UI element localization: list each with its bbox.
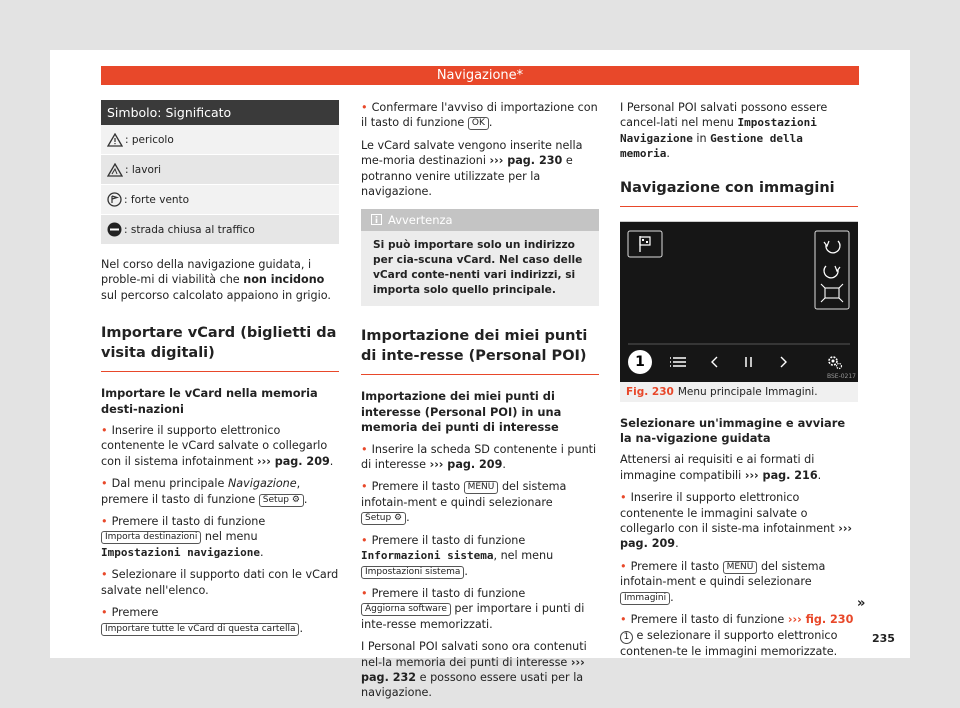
paragraph: Nel corso della navigazione guidata, i proble-mi di viabilità che non incidono sul percorso calcolato appaiono in grigio. bbox=[101, 258, 331, 302]
info-icon bbox=[371, 214, 382, 225]
list-item: • Premere il tasto MENU del sistema infotain-ment e quindi selezionare Immagini . bbox=[620, 559, 858, 605]
paragraph: I Personal POI salvati possono essere cancel-lati nel menu Impostazioni Navigazione in Gestione della memoria. bbox=[620, 101, 828, 161]
flag-icon bbox=[640, 236, 650, 252]
chapter-header: Navigazione* bbox=[101, 66, 859, 85]
column-2 bbox=[361, 100, 599, 708]
ok-key: OK bbox=[468, 117, 489, 130]
table-row-text: : pericolo bbox=[125, 133, 174, 146]
column-1 bbox=[101, 100, 339, 643]
list-item: • Dal menu principale Navigazione, premere il tasto di funzione Setup ⚙ . bbox=[101, 476, 339, 507]
table-row bbox=[101, 125, 339, 155]
roadworks-icon bbox=[107, 163, 123, 177]
symbol-table bbox=[101, 100, 339, 245]
subsection-title: Selezionare un'immagine e avviare la na-vigazione guidata bbox=[620, 415, 846, 446]
callout-reference: 1 bbox=[620, 631, 633, 644]
paragraph: I Personal POI salvati sono ora contenuti nel-la memoria dei punti di interesse ››› pag. 232 e possono essere usati per la navigazione. bbox=[361, 640, 587, 700]
figure bbox=[620, 221, 858, 402]
notice-box bbox=[361, 209, 599, 306]
list-item: • Confermare l'avviso di importazione con il tasto di funzione OK . bbox=[361, 100, 599, 131]
rotate-right-icon bbox=[824, 266, 840, 278]
list-item: • Premere Importare tutte le vCard di questa cartella . bbox=[101, 605, 339, 636]
fullscreen-icon bbox=[821, 284, 843, 302]
table-row-text: : forte vento bbox=[124, 193, 190, 206]
paragraph: Attenersi ai requisiti e ai formati di immagine compatibili ››› pag. 216. bbox=[620, 453, 822, 482]
subsection-title: Importazione dei miei punti di interesse (Personal POI) in una memoria dei punti di interesse bbox=[361, 389, 562, 435]
paragraph: Le vCard salvate vengono inserite nella me-moria destinazioni ››› pag. 230 e potranno venire utilizzate per la navigazione. bbox=[361, 138, 583, 199]
figure-caption: Fig. 230 Menu principale Immagini. bbox=[620, 382, 858, 402]
list-item: • Inserire il supporto elettronico contenente le vCard salvate o collegarlo con il sistema infotainment ››› pag. 209. bbox=[101, 423, 339, 469]
setup-key: Setup ⚙ bbox=[259, 494, 304, 507]
notice-text: Si può importare solo un indirizzo per cia-scuna vCard. Nel caso delle vCard conte-nenti vari indirizzi, si importa solo quello principale. bbox=[373, 239, 583, 297]
column-3 bbox=[620, 100, 858, 666]
figure-code: BSE-0217 bbox=[826, 372, 856, 380]
table-row-text: : strada chiusa al traffico bbox=[124, 223, 255, 236]
table-row bbox=[101, 215, 339, 245]
list-item: • Premere il tasto di funzione Aggiorna software per importare i punti di inte-resse memorizzati. bbox=[361, 586, 599, 632]
menu-key: MENU bbox=[723, 561, 758, 574]
wind-icon bbox=[107, 192, 122, 207]
import-all-vcards-key: Importare tutte le vCard di questa cartella bbox=[101, 623, 299, 636]
infotainment-screen bbox=[620, 222, 858, 382]
no-entry-icon bbox=[107, 222, 122, 237]
warning-triangle-icon bbox=[107, 133, 123, 147]
table-row bbox=[101, 185, 339, 215]
table-row-text: : lavori bbox=[125, 163, 162, 176]
menu-key: MENU bbox=[464, 481, 499, 494]
list-item: • Premere il tasto MENU del sistema infotain-ment e quindi selezionare Setup ⚙ . bbox=[361, 479, 599, 525]
list-item: • Premere il tasto di funzione Informazioni sistema, nel menu Impostazioni sistema . bbox=[361, 533, 599, 579]
list-item: • Premere il tasto di funzione ››› fig. 230 1 e selezionare il supporto elettronico contenen-te le immagini memorizzate. bbox=[620, 612, 858, 659]
notice-heading: Avvertenza bbox=[361, 209, 599, 231]
flag-button bbox=[628, 231, 662, 257]
import-destinations-key: Importa destinazioni bbox=[101, 531, 201, 544]
page-number: 235 bbox=[872, 632, 895, 645]
update-software-key: Aggiorna software bbox=[361, 603, 451, 616]
section-title: Importazione dei miei punti di inte-resse (Personal POI) bbox=[361, 326, 599, 375]
subsection-title: Importare le vCard nella memoria desti-nazioni bbox=[101, 386, 318, 416]
callout-1-label: 1 bbox=[635, 353, 645, 370]
bottom-bar bbox=[620, 342, 858, 382]
system-settings-key: Impostazioni sistema bbox=[361, 566, 464, 579]
tool-panel bbox=[815, 231, 849, 309]
continue-mark: » bbox=[857, 596, 866, 611]
setup-key: Setup ⚙ bbox=[361, 512, 406, 525]
list-item: • Inserire il supporto elettronico contenente le immagini salvate o collegarlo con il siste-ma infotainment ››› pag. 209. bbox=[620, 490, 858, 552]
list-item: • Inserire la scheda SD contenente i punti di interesse ››› pag. 209. bbox=[361, 442, 599, 473]
section-title: Navigazione con immagini bbox=[620, 178, 858, 207]
images-key: Immagini bbox=[620, 592, 670, 605]
rotate-left-icon bbox=[824, 241, 840, 253]
section-title: Importare vCard (biglietti da visita digitali) bbox=[101, 323, 339, 372]
table-row bbox=[101, 155, 339, 185]
list-item: • Premere il tasto di funzione Importa destinazioni nel menu Impostazioni navigazione. bbox=[101, 514, 339, 560]
table-heading: Simbolo: Significato bbox=[101, 100, 339, 125]
list-item: • Selezionare il supporto dati con le vCard salvate nell'elenco. bbox=[101, 567, 339, 598]
